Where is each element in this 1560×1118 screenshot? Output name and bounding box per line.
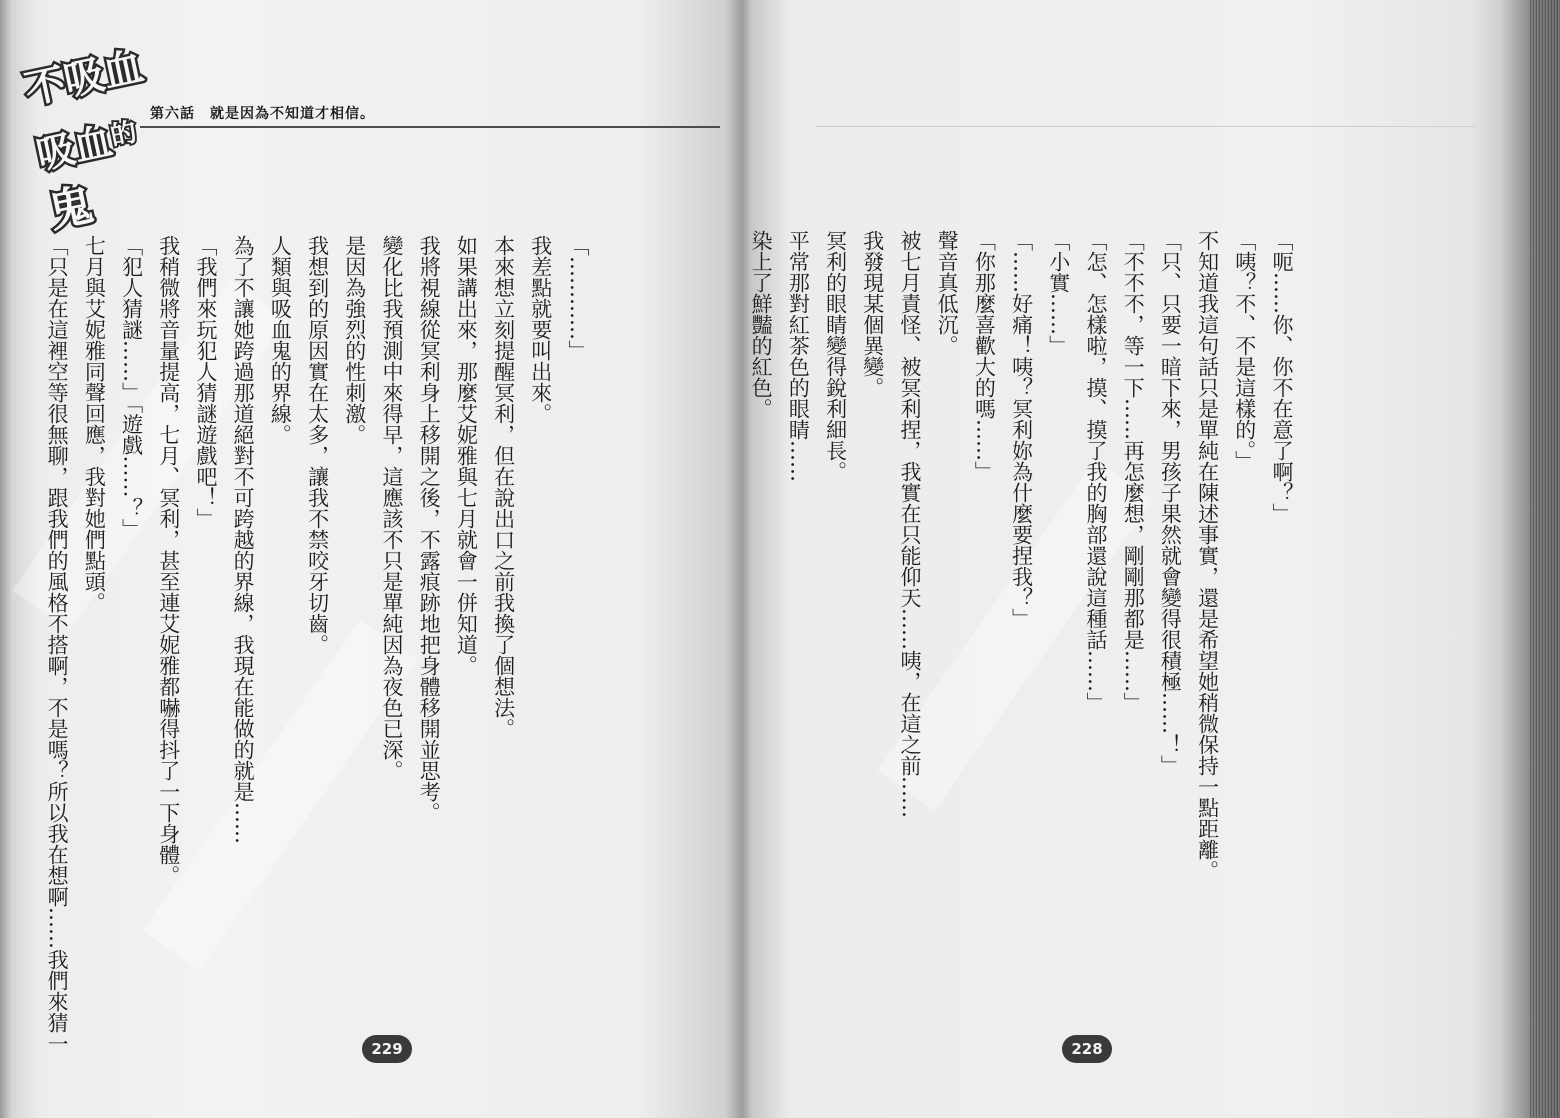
- header-rule: [140, 126, 720, 128]
- text-line: 本來想立刻提醒冥利，但在說出口之前我換了個想法。: [491, 235, 516, 739]
- text-line: 「犯人猜謎……」「遊戲……？」: [119, 235, 144, 540]
- text-line: 人類與吸血鬼的界線。: [268, 235, 293, 445]
- series-logo-art: [20, 30, 148, 240]
- right-page: [745, 0, 1560, 1118]
- text-line: 「不不不，等一下……再怎麼想，剛剛那都是……」: [1121, 230, 1146, 713]
- text-line: 「小實……」: [1046, 230, 1071, 356]
- text-line: 「你那麼喜歡大的嗎……」: [972, 230, 997, 482]
- text-line: 為了不讓她跨過那道絕對不可跨越的界線，我現在能做的就是……: [231, 235, 256, 844]
- page-edge-stack: [1530, 0, 1560, 1118]
- text-line: 「只是在這裡空等很無聊，跟我們的風格不搭啊，不是嗎？所以我在想啊……我們來猜一: [45, 235, 70, 1054]
- series-logo-text: 的: [107, 117, 140, 152]
- text-line: 是因為強烈的性刺激。: [342, 235, 367, 445]
- page-number-229: 229: [362, 1035, 412, 1063]
- text-line: 平常那對紅茶色的眼睛……: [786, 230, 811, 482]
- left-page: [0, 0, 745, 1118]
- text-line: 「我們來玩犯人猜謎遊戲吧！」: [193, 235, 218, 529]
- text-line: 「……好痛！咦？冥利妳為什麼要捏我？」: [1009, 230, 1034, 629]
- series-logo-text: 鬼: [44, 179, 98, 239]
- text-line: 「怎、怎樣啦，摸、摸了我的胸部還說這種話……」: [1083, 230, 1108, 713]
- text-line: 我想到的原因實在太多，讓我不禁咬牙切齒。: [305, 235, 330, 655]
- text-line: 「呃……你、你不在意了啊？」: [1270, 230, 1294, 524]
- text-line: 我將視線從冥利身上移開之後，不露痕跡地把身體移開並思考。: [417, 235, 442, 823]
- text-line: 「…………」: [566, 235, 590, 361]
- series-logo: [20, 30, 148, 240]
- text-line: 我發現某個異變。: [860, 230, 885, 398]
- right-page-body: [749, 230, 1300, 1020]
- text-line: 「咦？不、不是這樣的。」: [1232, 230, 1257, 472]
- text-line: 我差點就要叫出來。: [528, 235, 553, 424]
- text-line: 我稍微將音量提高，七月、冥利，甚至連艾妮雅都嚇得抖了一下身體。: [156, 235, 181, 886]
- text-line: 變化比我預測中來得早，這應該不只是單純因為夜色已深。: [379, 235, 404, 781]
- series-logo-text: 吸血: [32, 118, 117, 178]
- text-line: 染上了鮮豔的紅色。: [749, 230, 774, 419]
- text-line: 七月與艾妮雅同聲回應，我對她們點頭。: [82, 235, 107, 613]
- text-line: 聲音真低沉。: [935, 230, 960, 356]
- text-line: 不知道我這句話只是單純在陳述事實，還是希望她稍微保持一點距離。: [1195, 230, 1220, 881]
- header-rule: [815, 126, 1475, 127]
- page-number-228: 228: [1062, 1035, 1112, 1063]
- text-line: 冥利的眼睛變得銳利細長。: [823, 230, 848, 482]
- text-line: 被七月責怪、被冥利捏，我實在只能仰天……咦，在這之前……: [897, 230, 922, 818]
- series-logo-text: 不吸血: [20, 43, 148, 114]
- text-line: 如果講出來，那麼艾妮雅與七月就會一併知道。: [454, 235, 479, 676]
- chapter-header: 第六話 就是因為不知道才相信。: [150, 106, 375, 122]
- text-line: 「只、只要一暗下來，男孩子果然就會變得很積極……！」: [1158, 230, 1183, 776]
